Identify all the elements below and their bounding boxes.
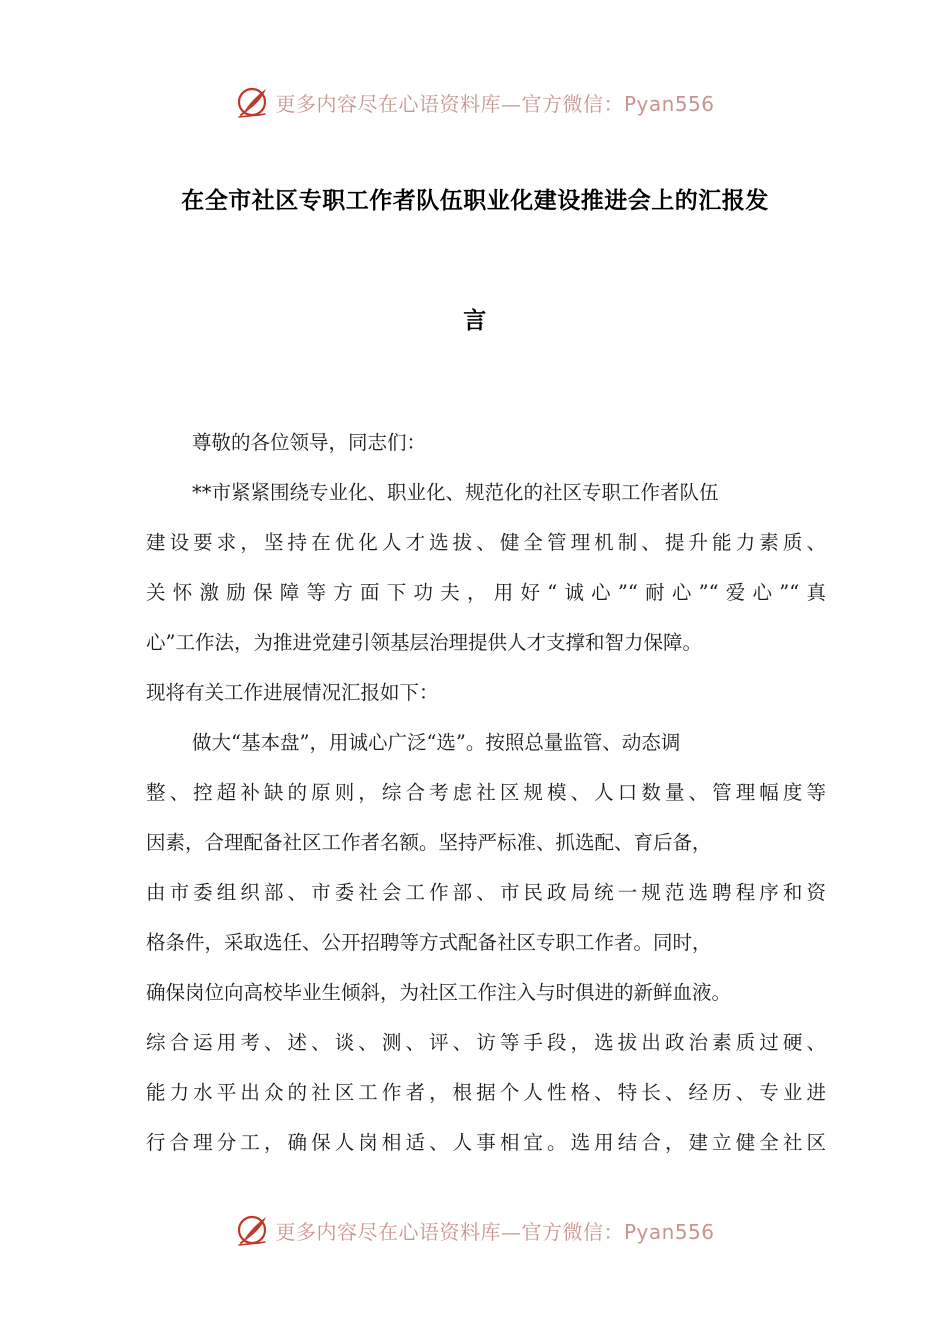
paragraph-2-line: 因素，合理配备社区工作者名额。坚持严标准、抓选配、育后备， [146, 831, 712, 854]
watermark-text: 更多内容尽在心语资料库—官方微信：Pyan556 [275, 1219, 715, 1244]
paragraph-1-line: **市紧紧围绕专业化、职业化、规范化的社区专职工作者队伍 [192, 481, 719, 504]
paragraph-2-line: 综合运用考、述、谈、测、评、访等手段，选拔出政治素质过硬、 [146, 1031, 826, 1054]
paragraph-1-line: 关怀激励保障等方面下功夫，用好“诚心”“耐心”“爱心”“真 [146, 581, 826, 604]
watermark-banner-bottom [0, 1210, 950, 1250]
wechat-id: Pyan556 [623, 1219, 715, 1244]
paragraph-1-line: 现将有关工作进展情况汇报如下： [146, 681, 439, 704]
paragraph-2-line: 由市委组织部、市委社会工作部、市民政局统一规范选聘程序和资 [146, 881, 826, 904]
wechat-id: Pyan556 [623, 91, 715, 116]
paragraph-2-line: 能力水平出众的社区工作者，根据个人性格、特长、经历、专业进 [146, 1081, 826, 1104]
quill-logo-icon [235, 84, 271, 120]
paragraph-1-line: 建设要求，坚持在优化人才选拔、健全管理机制、提升能力素质、 [146, 531, 826, 554]
paragraph-2-line: 确保岗位向高校毕业生倾斜，为社区工作注入与时俱进的新鲜血液。 [146, 981, 732, 1004]
document-title-line-2: 言 [463, 308, 487, 334]
paragraph-2-line: 整、控超补缺的原则，综合考虑社区规模、人口数量、管理幅度等 [146, 781, 826, 804]
paragraph-1-line: 心”工作法，为推进党建引领基层治理提供人才支撑和智力保障。 [146, 631, 702, 654]
document-body [146, 418, 826, 1168]
salutation: 尊敬的各位领导，同志们： [192, 431, 427, 454]
paragraph-2-line: 行合理分工，确保人岗相适、人事相宜。选用结合，建立健全社区 [146, 1131, 826, 1154]
watermark-banner-top [0, 82, 950, 122]
watermark-text: 更多内容尽在心语资料库—官方微信：Pyan556 [275, 91, 715, 116]
quill-logo-icon [235, 1212, 271, 1248]
paragraph-2-line: 做大“基本盘”，用诚心广泛“选”。按照总量监管、动态调 [192, 731, 681, 754]
document-title-line-1: 在全市社区专职工作者队伍职业化建设推进会上的汇报发 [181, 188, 769, 214]
paragraph-2-line: 格条件，采取选任、公开招聘等方式配备社区专职工作者。同时， [146, 931, 712, 954]
